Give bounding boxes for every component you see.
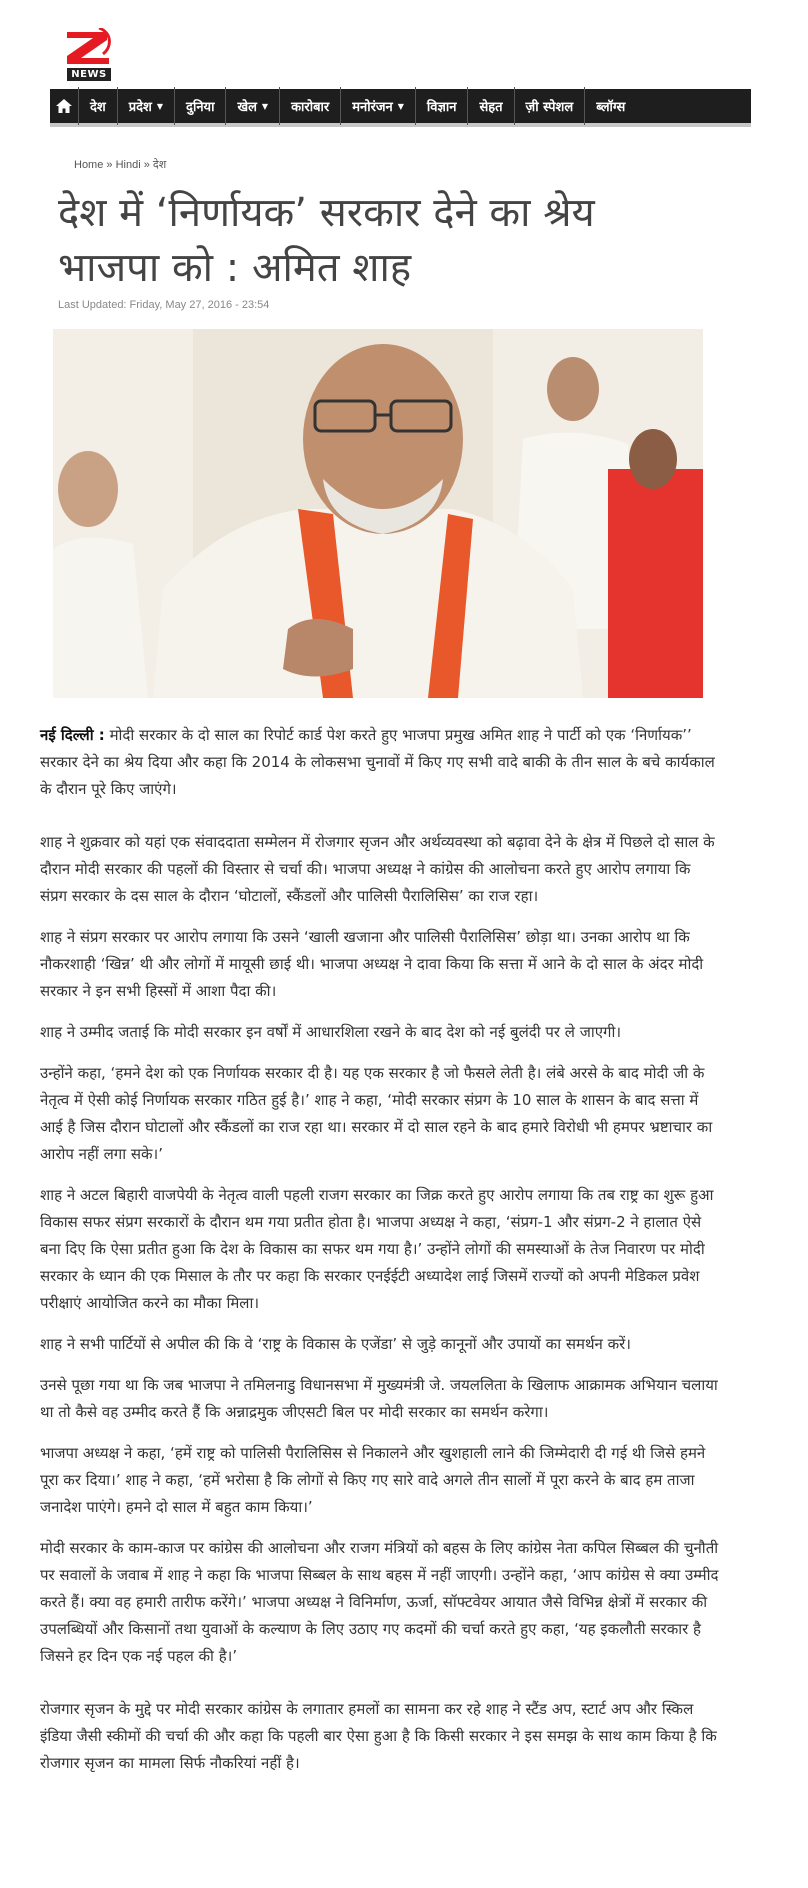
breadcrumb-home-link[interactable]: Home [74, 159, 104, 171]
last-updated: Last Updated: Friday, May 27, 2016 - 23:54 [58, 299, 270, 311]
home-icon [55, 98, 73, 114]
nav-item-label: ज़ी स्पेशल [525, 100, 574, 115]
nav-item-label: खेल [237, 100, 257, 115]
article-paragraph: उन्होंने कहा, ‘हमने देश को एक निर्णायक सरकार दी है। यह एक सरकार है जो फैसले लेती है। लंबे अरसे के बाद मोदी जी के नेतृत्व में ऐसी कोई निर्णायक सरकार गठित हुई है।’ शाह ने कहा, ‘मोदी सरकार संप्रग के 10 साल के शासन के बाद सत्ता में आई है जिस दौरान घोटालों और स्कैंडलों का राज रहा था। सरकार में दो साल रहने के बाद हमारे विरोधी भी हमपर भ्रष्टाचार का आरोप नहीं लगा सके।’ [40, 1064, 713, 1163]
nav-item-karobar[interactable] [279, 87, 340, 125]
caret-down-icon: ▼ [397, 101, 404, 111]
article-paragraph: शाह ने शुक्रवार को यहां एक संवाददाता सम्मेलन में रोजगार सृजन और अर्थव्यवस्था को बढ़ावा देने के क्षेत्र में पिछले दो साल के दौरान मोदी सरकार की पहलों की विस्तार से चर्चा की। भाजपा अध्यक्ष ने कांग्रेस की आलोचना करते हुए आरोप लगाया कि संप्रग सरकार के दस साल के दौरान ‘घोटालों, स्कैंडलों और पालिसी पैरालिसिस’ का राज रहा। [40, 833, 715, 905]
main-navbar [50, 89, 751, 127]
article-paragraph: भाजपा अध्यक्ष ने कहा, ‘हमें राष्ट्र को पालिसी पैरालिसिस से निकालने और खुशहाली लाने की जिम्मेदारी दी गई थी जिसे हमने पूरा कर दिया।’ शाह ने कहा, ‘हमें भरोसा है कि लोगों से किए गए सारे वादे अगले तीन सालों में पूरा करने के बाद हम ताजा जनादेश पाएंगे। हमने दो साल में बहुत काम किया।’ [40, 1444, 706, 1516]
nav-item-label: मनोरंजन [352, 100, 393, 115]
nav-item-label: ब्लॉग्स [596, 100, 626, 115]
nav-item-label: विज्ञान [426, 100, 457, 115]
zee-logo-icon [63, 28, 115, 66]
article-title: देश में ‘निर्णायक’ सरकार देने का श्रेय भाजपा को : अमित शाह [58, 190, 595, 291]
article-paragraph [40, 722, 720, 803]
nav-item-duniya[interactable] [174, 87, 225, 125]
nav-item-khel[interactable] [225, 87, 279, 125]
press-conference-photo [53, 329, 703, 698]
paragraph-text: मोदी सरकार के दो साल का रिपोर्ट कार्ड पेश करते हुए भाजपा प्रमुख अमित शाह ने पार्टी को एक ‘निर्णायक’’ सरकार देने का श्रेय दिया और कहा कि 2014 के लोकसभा चुनावों में किए गए सभी वादे बाकी के तीन साल के बचे कार्यकाल के दौरान पूरे किए जाएंगे। [40, 726, 715, 798]
breadcrumb-separator: » [103, 159, 116, 171]
nav-item-label: कारोबार [291, 100, 330, 115]
breadcrumb-hindi-link[interactable]: Hindi [115, 159, 141, 171]
logo-news-text: NEWS [67, 68, 110, 81]
article-paragraph: शाह ने सभी पार्टियों से अपील की कि वे ‘राष्ट्र के विकास के एजेंडा’ से जुड़े कानूनों और उपायों का समर्थन करें। [40, 1335, 631, 1353]
article-paragraph: मोदी सरकार के काम-काज पर कांग्रेस की आलोचना और राजग मंत्रियों को बहस के लिए कांग्रेस नेता कपिल सिब्बल की चुनौती पर सवालों के जवाब में शाह ने कहा कि भाजपा सिब्बल के साथ बहस में नहीं जाएगी। उन्होंने कहा, ‘आप कांग्रेस से क्या उम्मीद करते हैं। क्या वह हमारी तारीफ करेंगे।’ भाजपा अध्यक्ष ने विनिर्माण, ऊर्जा, सॉफ्टवेयर आयात जैसे विभिन्न क्षेत्रों में सरकार की उपलब्धियों और किसानों तथा युवाओं के कल्याण के लिए उठाए गए कदमों की चर्चा करते हुए कहा, ‘यह इकलौती सरकार है जिसने हर दिन एक नई पहल की है।’ [40, 1539, 719, 1665]
nav-item-zee-special[interactable] [514, 87, 585, 125]
article-paragraph: शाह ने संप्रग सरकार पर आरोप लगाया कि उसने ‘खाली खजाना और पालिसी पैरालिसिस’ छोड़ा था। उनका आरोप था कि नौकरशाही ‘खिन्न’ थी और लोगों में मायूसी छाई थी। भाजपा अध्यक्ष ने दावा किया कि सत्ता में आने के दो साल के अंदर मोदी सरकार ने इन सभी हिस्सों में आशा पैदा की। [40, 928, 704, 1000]
article-paragraph: रोजगार सृजन के मुद्दे पर मोदी सरकार कांग्रेस के लगातार हमलों का सामना कर रहे शाह ने स्टैंड अप, स्टार्ट अप और स्किल इंडिया जैसी स्कीमों की चर्चा की और कहा कि पहली बार ऐसा हुआ है कि किसी सरकार ने इस समझ के साथ काम किया है कि रोजगार सृजन का मामला सिर्फ नौकरियां नहीं है। [40, 1700, 717, 1772]
article-paragraph: शाह ने उम्मीद जताई कि मोदी सरकार इन वर्षों में आधारशिला रखने के बाद देश को नई बुलंदी पर ले जाएगी। [40, 1023, 622, 1041]
nav-item-label: सेहत [479, 100, 503, 115]
article-paragraph: उनसे पूछा गया था कि जब भाजपा ने तमिलनाडु विधानसभा में मुख्यमंत्री जे. जयललिता के खिलाफ आक्रामक अभियान चलाया था तो कैसे वह उम्मीद करते हैं कि अन्नाद्रमुक जीएसटी बिल पर मोदी सरकार का समर्थन करेगा। [40, 1376, 718, 1421]
nav-item-label: दुनिया [186, 100, 215, 115]
dateline: नई दिल्ली : [40, 726, 105, 744]
nav-item-blogs[interactable] [584, 87, 636, 125]
nav-item-vigyan[interactable] [415, 87, 468, 125]
nav-item-sehat[interactable] [467, 87, 513, 125]
site-logo[interactable] [50, 26, 128, 88]
breadcrumb [74, 157, 166, 172]
article-body [40, 722, 720, 1791]
nav-item-label: प्रदेश [128, 100, 152, 115]
nav-item-manoranjan[interactable] [340, 87, 415, 125]
breadcrumb-separator: » [140, 159, 153, 171]
caret-down-icon: ▼ [156, 101, 164, 111]
caret-down-icon: ▼ [261, 101, 269, 111]
nav-item-desh[interactable] [78, 87, 117, 125]
nav-item-label: देश [90, 100, 106, 115]
article-photo [53, 329, 703, 698]
breadcrumb-section-link[interactable]: देश [152, 159, 167, 171]
nav-item-pradesh[interactable] [117, 87, 174, 125]
home-nav-button[interactable] [50, 87, 78, 125]
article-paragraph: शाह ने अटल बिहारी वाजपेयी के नेतृत्व वाली पहली राजग सरकार का जिक्र करते हुए आरोप लगाया कि तब राष्ट्र का शुरू हुआ विकास सफर संप्रग सरकारों के दौरान थम गया प्रतीत होता है। भाजपा अध्यक्ष ने कहा, ‘संप्रग-1 और संप्रग-2 ने हालात ऐसे बना दिए कि ऐसा प्रतीत हुआ कि देश के विकास का सफर थम गया है।’ उन्होंने लोगों की समस्याओं के तेज निवारण पर मोदी सरकार के ध्यान की एक मिसाल के तौर पर कहा कि सरकार एनईईटी अध्यादेश लाई जिसमें राज्यों को अपनी मेडिकल प्रवेश परीक्षाएं आयोजित करने का मौका मिला। [40, 1186, 714, 1312]
